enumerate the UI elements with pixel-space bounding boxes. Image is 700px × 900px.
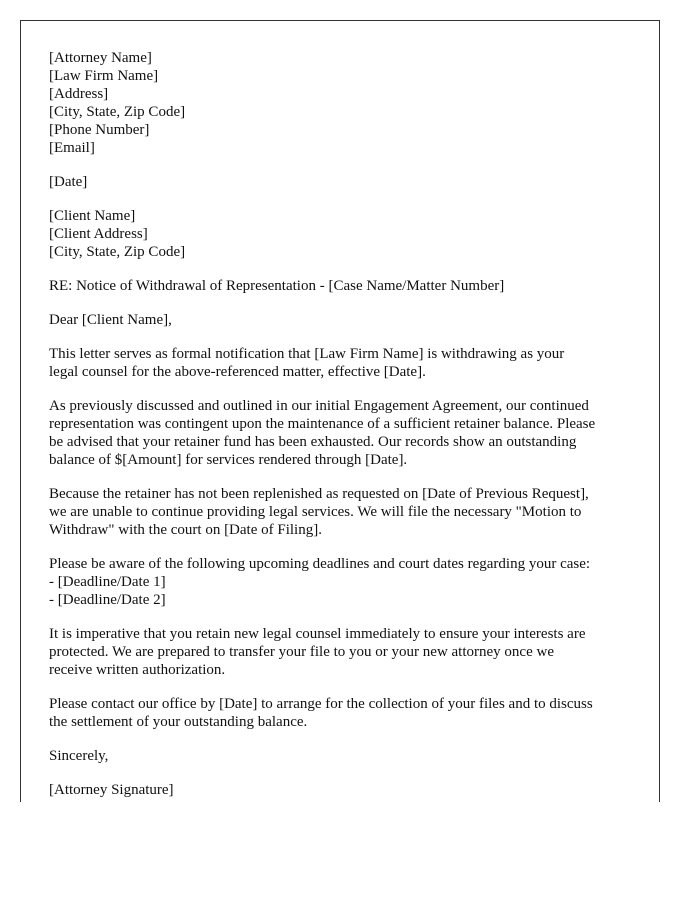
- counsel-paragraph: [49, 625, 649, 679]
- text-line: RE: Notice of Withdrawal of Representation - [Case Name/Matter Number]: [49, 278, 505, 294]
- text-line: [Law Firm Name]: [49, 68, 159, 84]
- sender-block: [49, 49, 649, 157]
- text-line: [Attorney Name]: [49, 50, 152, 66]
- text-line: - [Deadline/Date 2]: [49, 592, 166, 608]
- text-line: This letter serves as formal notification that [Law Firm Name] is withdrawing as your: [49, 346, 565, 362]
- text-line: [Phone Number]: [49, 122, 150, 138]
- contact-paragraph: [49, 695, 649, 731]
- text-line: [Email]: [49, 140, 95, 156]
- text-line: Please be aware of the following upcoming deadlines and court dates regarding your case:: [49, 556, 591, 572]
- text-line: Please contact our office by [Date] to arrange for the collection of your files and to discuss: [49, 696, 593, 712]
- closing: [49, 747, 649, 765]
- text-line: Sincerely,: [49, 748, 109, 764]
- text-line: the settlement of your outstanding balance.: [49, 714, 308, 730]
- date: [49, 173, 649, 191]
- recipient-block: [49, 207, 649, 261]
- signature: [49, 781, 649, 799]
- text-line: protected. We are prepared to transfer your file to you or your new attorney once we: [49, 644, 554, 660]
- letter-body: [49, 49, 649, 802]
- text-line: Because the retainer has not been replenished as requested on [Date of Previous Request],: [49, 486, 589, 502]
- motion-paragraph: [49, 485, 649, 539]
- text-line: Withdraw" with the court on [Date of Filing].: [49, 522, 322, 538]
- text-line: Dear [Client Name],: [49, 312, 172, 328]
- retainer-paragraph: [49, 397, 649, 469]
- text-line: [City, State, Zip Code]: [49, 104, 186, 120]
- text-line: receive written authorization.: [49, 662, 226, 678]
- text-line: [Date]: [49, 174, 88, 190]
- subject-line: [49, 277, 649, 295]
- letter-page: [20, 20, 660, 802]
- text-line: we are unable to continue providing legal services. We will file the necessary "Motion to: [49, 504, 582, 520]
- salutation: [49, 311, 649, 329]
- text-line: be advised that your retainer fund has been exhausted. Our records show an outstanding: [49, 434, 577, 450]
- deadlines-paragraph: [49, 555, 649, 609]
- text-line: [Client Name]: [49, 208, 136, 224]
- text-line: legal counsel for the above-referenced matter, effective [Date].: [49, 364, 426, 380]
- text-line: It is imperative that you retain new legal counsel immediately to ensure your interests are: [49, 626, 586, 642]
- notice-paragraph: [49, 345, 649, 381]
- text-line: - [Deadline/Date 1]: [49, 574, 166, 590]
- text-line: As previously discussed and outlined in our initial Engagement Agreement, our continued: [49, 398, 589, 414]
- text-line: balance of $[Amount] for services rendered through [Date].: [49, 452, 408, 468]
- text-line: [Client Address]: [49, 226, 148, 242]
- text-line: [Attorney Signature]: [49, 782, 174, 798]
- text-line: [City, State, Zip Code]: [49, 244, 186, 260]
- text-line: [Address]: [49, 86, 109, 102]
- text-line: representation was contingent upon the maintenance of a sufficient retainer balance. Please: [49, 416, 596, 432]
